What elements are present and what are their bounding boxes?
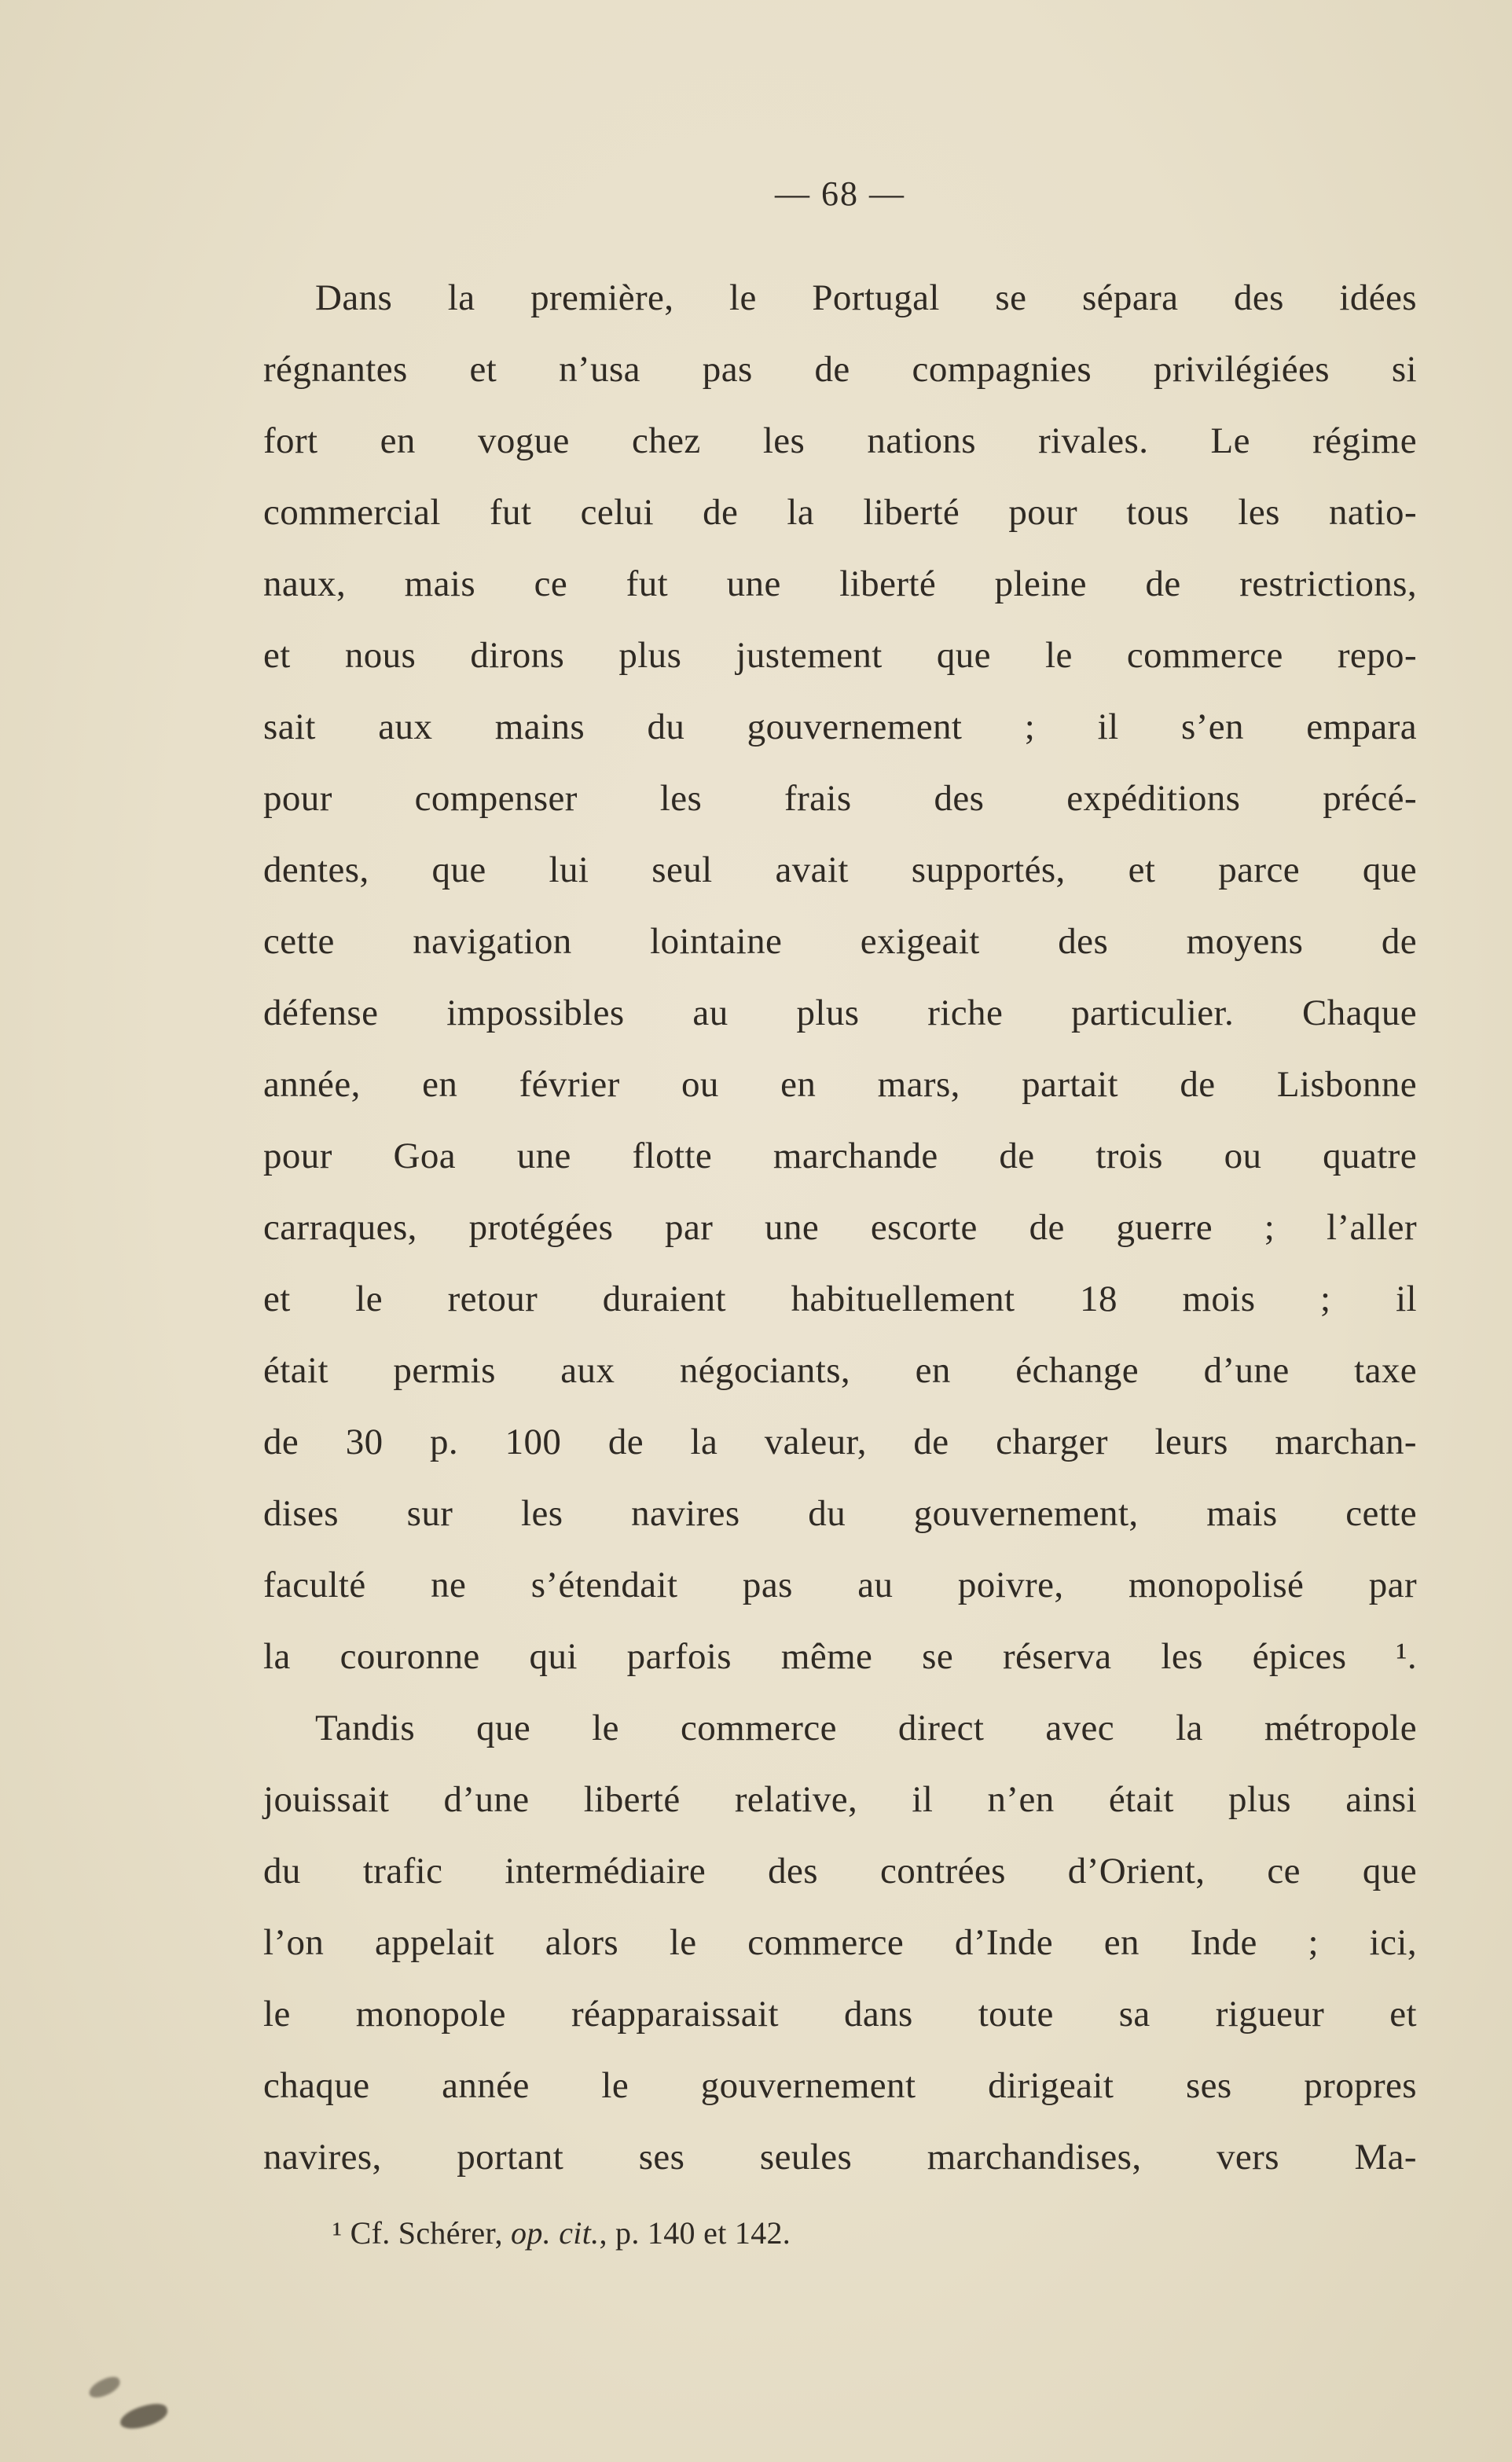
text-line: fort en vogue chez les nations rivales. Le régime (263, 420, 1417, 461)
text-line: du trafic intermédiaire des contrées d’Orient, ce que (263, 1851, 1417, 1891)
text-line: régnantes et n’usa pas de compagnies privilégiées si (263, 349, 1417, 390)
text-line: l’on appelait alors le commerce d’Inde en Inde ; ici, (263, 1922, 1417, 1963)
text-line: sait aux mains du gouvernement ; il s’en empara (263, 706, 1417, 747)
text-line: pour compenser les frais des expéditions précé- (263, 778, 1417, 819)
text-line: Dans la première, le Portugal se sépara des idées (315, 277, 1417, 318)
paragraph (263, 262, 1417, 1693)
text-line: naux, mais ce fut une liberté pleine de restrictions, (263, 563, 1417, 604)
text-block (263, 174, 1417, 2259)
footnote (263, 2207, 1417, 2259)
text-line: la couronne qui parfois même se réserva les épices ¹. (263, 1636, 1417, 1677)
footnote-italic-citation: op. cit. (511, 2215, 600, 2251)
text-line: dises sur les navires du gouvernement, mais cette (263, 1493, 1417, 1534)
text-line: et nous dirons plus justement que le commerce repo- (263, 635, 1417, 676)
footnote-text-after: , p. 140 et 142. (599, 2215, 791, 2251)
text-line: jouissait d’une liberté relative, il n’en était plus ainsi (263, 1779, 1417, 1820)
text-line: année, en février ou en mars, partait de Lisbonne (263, 1064, 1417, 1105)
text-line: cette navigation lointaine exigeait des moyens de (263, 921, 1417, 962)
text-line: faculté ne s’étendait pas au poivre, monopolisé par (263, 1565, 1417, 1605)
text-line: le monopole réapparaissait dans toute sa rigueur et (263, 1994, 1417, 2035)
footnote-text-before: ¹ Cf. Schérer, (332, 2215, 512, 2251)
text-line: navires, portant ses seules marchandises, vers Ma- (263, 2137, 1417, 2178)
text-line: Tandis que le commerce direct avec la métropole (315, 1708, 1417, 1748)
text-line: pour Goa une flotte marchande de trois ou quatre (263, 1136, 1417, 1176)
text-line: défense impossibles au plus riche particulier. Chaque (263, 993, 1417, 1033)
scan-artifact (118, 2401, 170, 2432)
text-line: était permis aux négociants, en échange d’une taxe (263, 1350, 1417, 1391)
page-number: — 68 — (775, 174, 905, 213)
paragraph (263, 1693, 1417, 2193)
text-line: commercial fut celui de la liberté pour tous les natio- (263, 492, 1417, 533)
text-line: carraques, protégées par une escorte de guerre ; l’aller (263, 1207, 1417, 1248)
scan-artifact (86, 2374, 123, 2401)
text-line: dentes, que lui seul avait supportés, et parce que (263, 849, 1417, 890)
text-line: et le retour duraient habituellement 18 mois ; il (263, 1279, 1417, 1319)
text-line: chaque année le gouvernement dirigeait ses propres (263, 2065, 1417, 2106)
text-line: de 30 p. 100 de la valeur, de charger leurs marchan- (263, 1422, 1417, 1462)
